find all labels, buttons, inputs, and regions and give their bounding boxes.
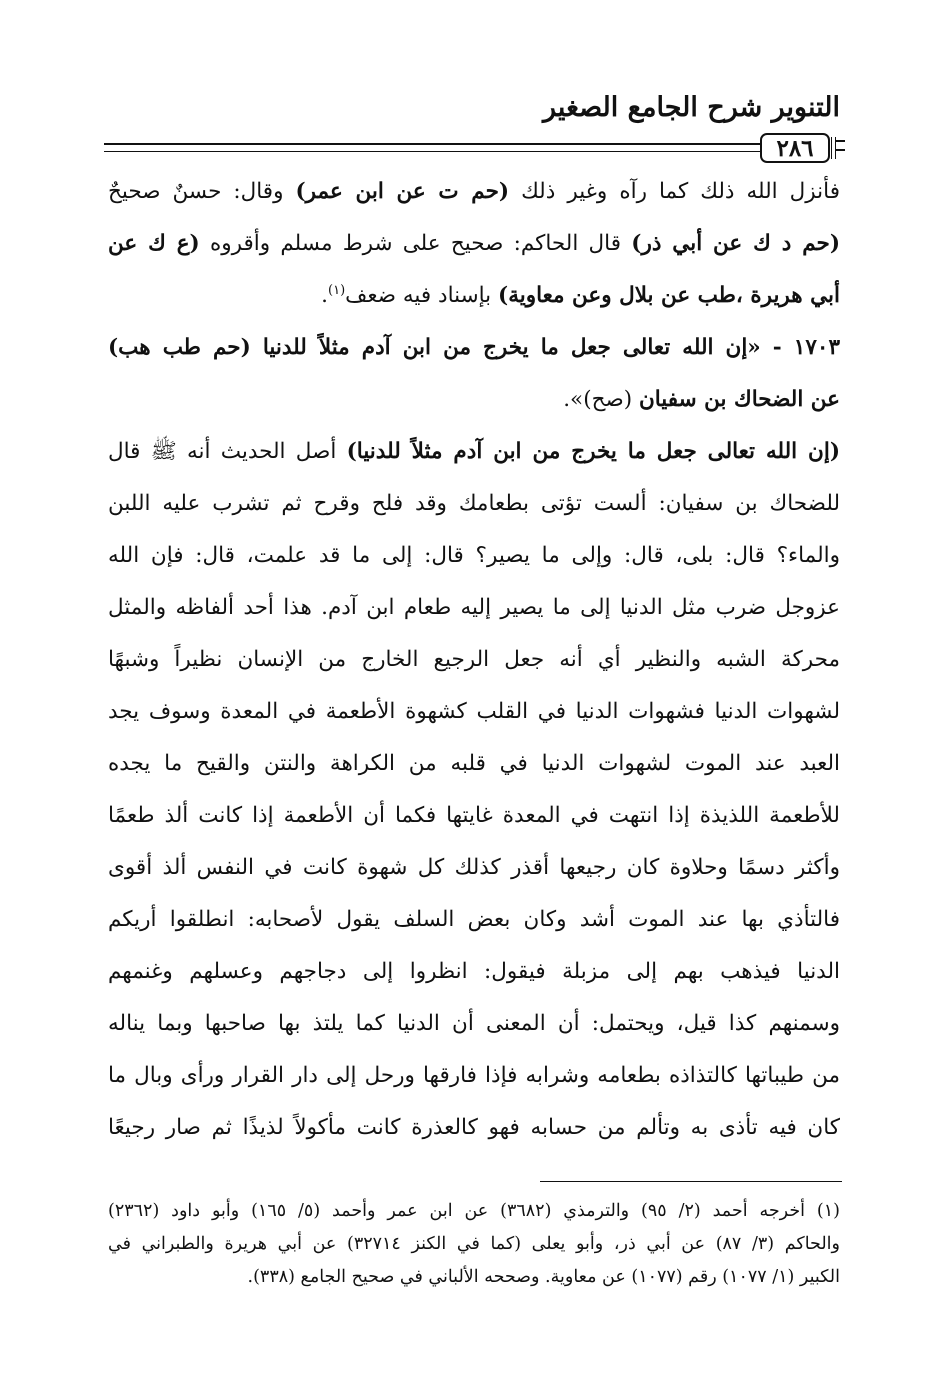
text-line: فأنزل الله ذلك كما رآه وغير ذلك (حم ت عن ابن عمر) وقال: حسنٌ صحيحٌ [108, 179, 840, 204]
text-line: وأكثر دسمًا وحلاوة كان رجيعها أقذر كذلك كل شهوة كانت في النفس ألذ أقوى [108, 855, 840, 880]
hadith-heading: ١٧٠٣ - «إن الله تعالى جعل ما يخرج من ابن آدم مثلاً للدنيا (حم طب هب) [108, 335, 840, 360]
text-line: الدنيا فيذهب بهم إلى مزبلة فيقول: انظروا إلى دجاجهم وعسلهم وغنمهم [108, 959, 840, 984]
footnote-ref: (١) [328, 282, 346, 298]
footnote-line: (١) أخرجه أحمد (٢/ ٩٥) والترمذي (٣٦٨٢) عن ابن عمر وأحمد (٥/ ١٦٥) وأبو داود (٢٣٦٢) [108, 1201, 840, 1221]
text-line: للضحاك بن سفيان: ألست تؤتى بطعامك وقد فلح وقرح ثم تشرب عليه اللبن [108, 491, 840, 516]
text-line: عن الضحاك بن سفيان (صح)». [563, 387, 840, 412]
text-line: العبد عند الموت لشهوات الدنيا في قلبه من الكراهة والنتن والقيح ما يجده [108, 751, 840, 776]
text-line: كان فيه تأذى به وتألم من حسابه فهو كالعذرة كانت مأكولاً لذيذًا ثم صار رجيعًا [108, 1115, 840, 1140]
text-line: (إن الله تعالى جعل ما يخرج من ابن آدم مثلاً للدنيا) أصل الحديث أنه ﷺ قال [108, 439, 840, 464]
text-line: عزوجل ضرب مثل الدنيا إلى ما يصير إليه طعام ابن آدم. هذا أحد ألفاظه والمثل [108, 595, 840, 620]
page-number-badge: ٢٨٦ [760, 133, 830, 163]
text-line: والماء؟ قال: بلى، قال: وإلى ما يصير؟ قال: إلى ما قد علمت، قال: فإن الله [108, 543, 840, 568]
text-line: فالتأذي بها عند الموت أشد وكان بعض السلف يقول لأصحابه: انطلقوا أريكم [108, 907, 840, 932]
text-line: للأطعمة اللذيذة إذا انتهت في المعدة غايتها فكما أن الأطعمة إذا كانت ألذ طعمًا [108, 803, 840, 828]
footnote-separator [540, 1181, 842, 1182]
text-line: لشهوات الدنيا فشهوات الدنيا في القلب كشهوة الأطعمة في المعدة وسوف يجد [108, 699, 840, 724]
running-title: التنوير شرح الجامع الصغير [543, 92, 840, 123]
footnote-line: والحاكم (٣/ ٨٧) عن أبي ذر، وأبو يعلى (كما في الكنز ٣٢٧١٤) عن أبي هريرة والطبراني في [108, 1234, 840, 1254]
text-line: وسمنهم كذا قيل، ويحتمل: أن المعنى أن الدنيا كما يلتذ بها صاحبها وبما يناله [108, 1011, 840, 1036]
text-line: من طيباتها كالتذاذه بطعامه وشرابه فإذا فارقها ورحل إلى دار القرار ورأى وبال ما [108, 1063, 840, 1088]
main-text [108, 166, 840, 1154]
footnotes [108, 1195, 840, 1294]
header-ornament [835, 140, 845, 151]
text-line: (حم د ك عن أبي ذر) قال الحاكم: صحيح على شرط مسلم وأقروه (ع ك عن [108, 231, 840, 256]
header-rule [104, 143, 760, 152]
text-line: محركة الشبه والنظير أي أنه جعل الرجيع الخارج من الإنسان نظيراً وشبهًا [108, 647, 840, 672]
footnote-line: الكبير (١/ ١٠٧٧) رقم (١٠٧٧) عن معاوية. وصححه الألباني في صحيح الجامع (٣٣٨). [247, 1267, 840, 1287]
text-line: أبي هريرة ،طب عن بلال وعن معاوية) بإسناد فيه ضعف$^{(١)}$. [321, 282, 840, 308]
